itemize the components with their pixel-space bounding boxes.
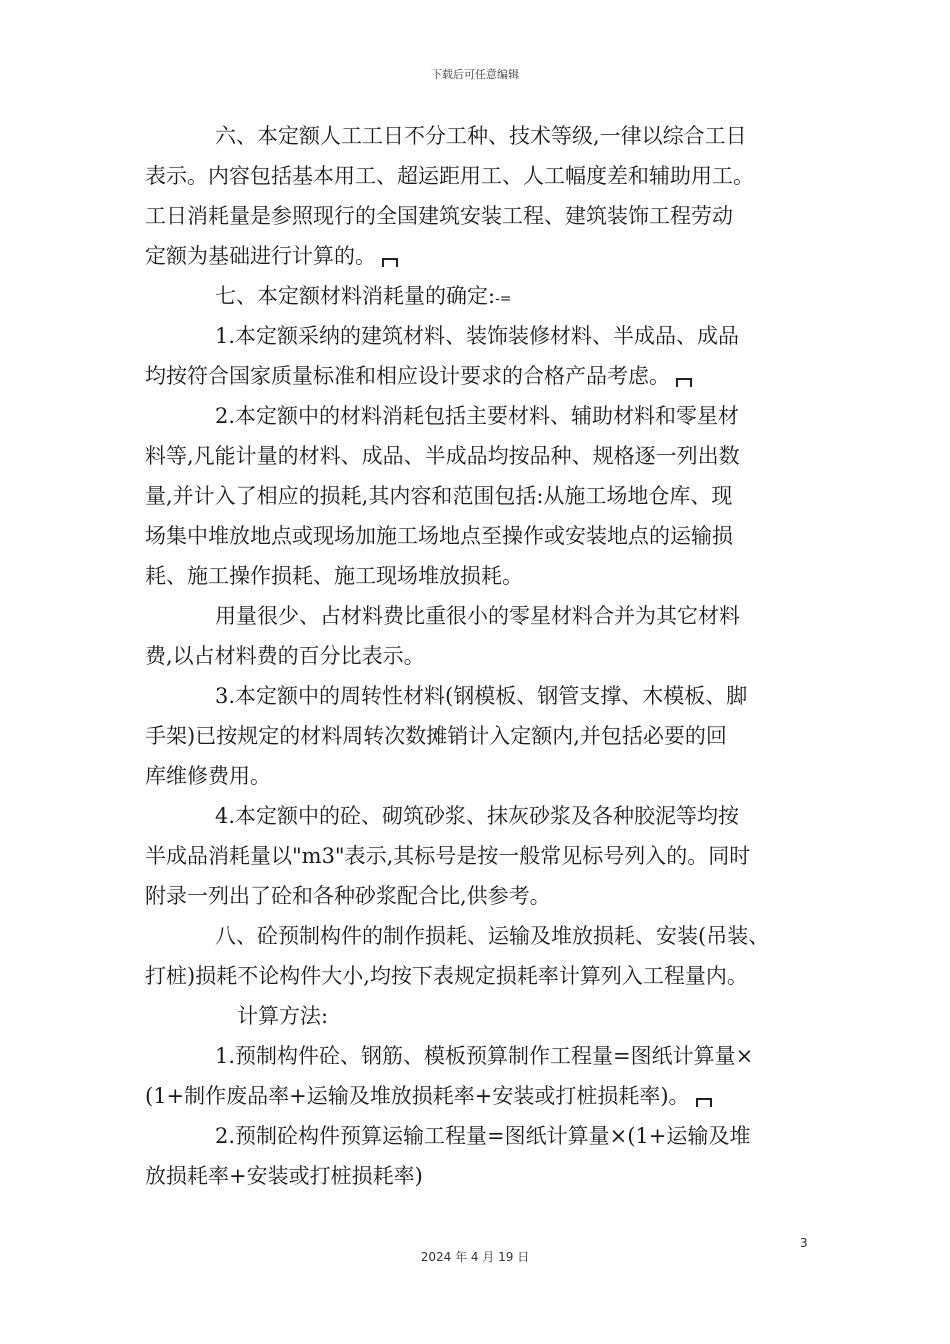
text-line: 附录一列出了砼和各种砂浆配合比,供参考。 [145, 884, 551, 908]
paragraph-mark-icon [696, 1098, 712, 1107]
text-line: 放损耗率+安装或打桩损耗率) [145, 1164, 423, 1188]
text-line: 1.预制构件砼、钢筋、模板预算制作工程量=图纸计算量× [215, 1044, 754, 1068]
text-line: 场集中堆放地点或现场加施工场地点至操作或安装地点的运输损 [145, 524, 733, 548]
text-line: 均按符合国家质量标准和相应设计要求的合格产品考虑。 [145, 356, 835, 396]
text-line: 2.预制砼构件预算运输工程量=图纸计算量×(1+运输及堆 [215, 1124, 751, 1148]
text-line: 手架)已按规定的材料周转次数摊销计入定额内,并包括必要的回 [145, 724, 727, 748]
text-line: 料等,凡能计量的材料、成品、半成品均按品种、规格逐一列出数 [145, 444, 740, 468]
text-line: 计算方法: [237, 1004, 329, 1028]
paragraph-mark-icon [382, 258, 398, 267]
paragraph-mark-icon [676, 378, 692, 387]
text-line: 半成品消耗量以"m3"表示,其标号是按一般常见标号列入的。同时 [145, 844, 751, 868]
page-header: 下载后可任意编辑 [431, 68, 519, 81]
text-line: (1+制作废品率+运输及堆放损耗率+安装或打桩损耗率)。 [145, 1076, 835, 1116]
text-line: 耗、施工操作损耗、施工现场堆放损耗。 [145, 564, 523, 588]
text-line: 量,并计入了相应的损耗,其内容和范围包括:从施工场地仓库、现 [145, 484, 733, 508]
document-body [145, 116, 835, 1196]
text-line: 库维修费用。 [145, 764, 271, 788]
text-line: 八、砼预制构件的制作损耗、运输及堆放损耗、安装(吊装、 [215, 924, 770, 948]
text-line: 1.本定额采纳的建筑材料、装饰装修材料、半成品、成品 [215, 324, 740, 348]
text-line: 七、本定额材料消耗量的确定:-= [215, 284, 512, 308]
page-number: 3 [800, 1236, 808, 1250]
line-break-icon: -= [495, 291, 512, 307]
text-line: 用量很少、占材料费比重很小的零星材料合并为其它材料 [215, 604, 740, 628]
text-line: 定额为基础进行计算的。 [145, 236, 835, 276]
text-line: 打桩)损耗不论构件大小,均按下表规定损耗率计算列入工程量内。 [145, 964, 748, 988]
text-line: 3.本定额中的周转性材料(钢模板、钢管支撑、木模板、脚 [215, 684, 748, 708]
text-line: 2.本定额中的材料消耗包括主要材料、辅助材料和零星材 [215, 404, 740, 428]
text-line: 4.本定额中的砼、砌筑砂浆、抹灰砂浆及各种胶泥等均按 [215, 804, 740, 828]
text-line: 工日消耗量是参照现行的全国建筑安装工程、建筑装饰工程劳动 [145, 204, 733, 228]
text-line: 表示。内容包括基本用工、超运距用工、人工幅度差和辅助用工。 [145, 164, 754, 188]
text-line: 六、本定额人工工日不分工种、技术等级,一律以综合工日 [215, 124, 747, 148]
page-footer-date: 2024 年 4 月 19 日 [420, 1250, 530, 1264]
text-line: 费,以占材料费的百分比表示。 [145, 644, 425, 668]
